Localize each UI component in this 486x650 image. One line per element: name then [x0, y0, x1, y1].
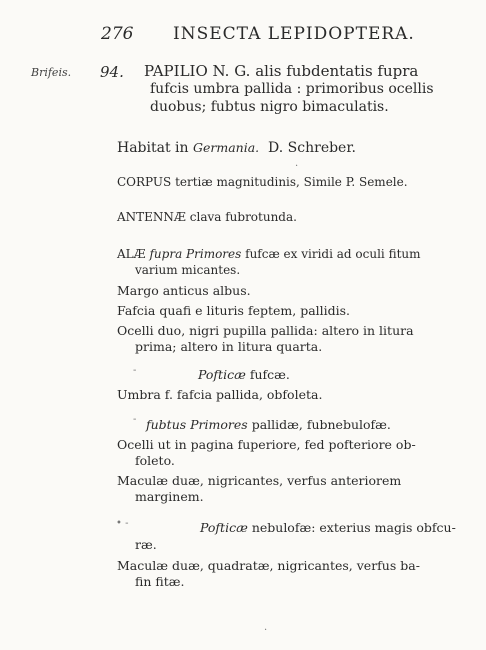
list-dash: - — [133, 365, 137, 376]
habitat-author: D. Schreber. — [268, 140, 356, 156]
maculae-2: marginem. — [135, 489, 204, 504]
alae-upper-label: fupra Primores — [149, 247, 242, 261]
habitat-line — [117, 140, 356, 156]
postica-line — [198, 367, 290, 382]
margin-note: Brifeis. — [31, 66, 72, 79]
maculae2-1: Maculæ duæ, quadratæ, nigricantes, verfus ba- — [117, 558, 420, 573]
maculae-1: Maculæ duæ, nigricantes, verfus anteriorem — [117, 473, 402, 488]
ocelli-line-2: prima; altero in litura quarta. — [135, 339, 323, 354]
habitat-place: Germania. — [193, 140, 260, 155]
postica-label: Pofticæ — [198, 367, 246, 382]
maculae2-2: fin fitæ. — [135, 574, 185, 589]
habitat-prefix: Habitat in — [117, 140, 189, 156]
ocelli-sub-1: Ocelli ut in pagina fuperiore, fed pofteriore ob- — [117, 437, 416, 452]
list-dash: - — [133, 414, 137, 425]
corpus-line: CORPUS tertiæ magnitudinis, Simile P. Semele. — [117, 175, 408, 189]
postica2-label: Pofticæ — [200, 520, 248, 535]
page-number: 276 — [101, 24, 134, 44]
umbra-line: Umbra f. fafcia pallida, obfoleta. — [117, 387, 323, 402]
list-dash: • - — [116, 518, 129, 529]
entry-line-2: fufcis umbra pallida : primoribus ocellis — [150, 81, 434, 97]
entry-line-3: duobus; fubtus nigro bimaculatis. — [150, 99, 389, 115]
antennae-line: ANTENNÆ clava fubrotunda. — [117, 210, 297, 224]
margo-line: Margo anticus albus. — [117, 283, 251, 298]
subtus-line — [146, 417, 391, 432]
alae-upper-cont: varium micantes. — [135, 263, 241, 277]
postica2-line — [200, 520, 456, 535]
entry-number: 94. — [100, 63, 124, 81]
alae-line — [117, 247, 421, 261]
ocelli-sub-2: foleto. — [135, 453, 175, 468]
postica-text: fufcæ. — [249, 367, 290, 382]
alae-upper-text: fufcæ ex viridi ad oculi fitum — [245, 247, 421, 261]
ink-speck: . — [295, 158, 299, 169]
ink-speck: . — [264, 622, 268, 633]
postica2-cont: ræ. — [135, 537, 157, 552]
subtus-label: fubtus Primores — [146, 417, 248, 432]
running-head: INSECTA LEPIDOPTERA. — [173, 24, 415, 44]
alae-lead: ALÆ — [117, 247, 146, 261]
postica2-text: nebulofæ: exterius magis obfcu- — [251, 520, 456, 535]
entry-line-1: PAPILIO N. G. alis fubdentatis fupra — [144, 62, 419, 80]
ocelli-line-1: Ocelli duo, nigri pupilla pallida: altero in litura — [117, 323, 414, 338]
subtus-text: pallidæ, fubnebulofæ. — [251, 417, 391, 432]
fascia-line: Fafcia quafi e lituris feptem, pallidis. — [117, 303, 351, 318]
